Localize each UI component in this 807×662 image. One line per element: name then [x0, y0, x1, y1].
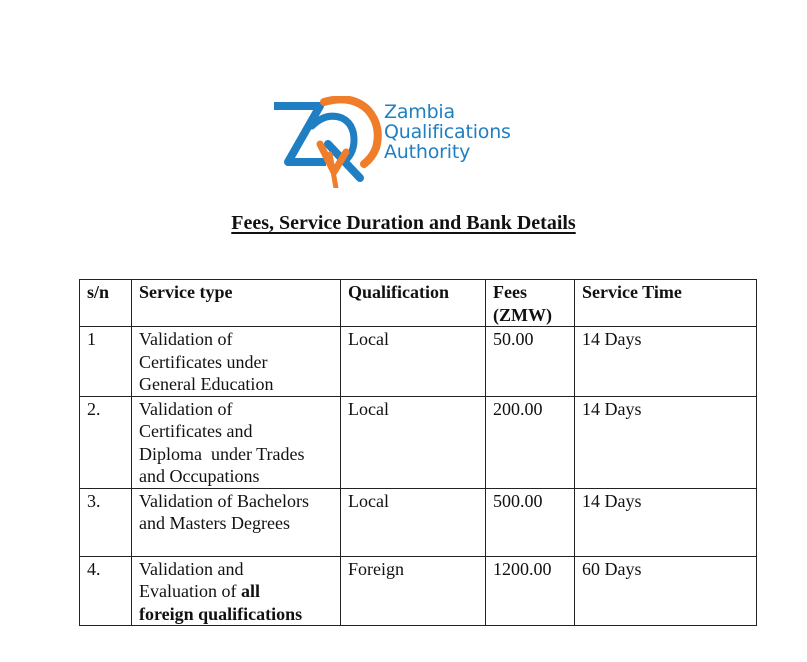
logo-line-3: Authority — [384, 141, 471, 163]
cell-service-type — [132, 327, 341, 397]
cell-fees: 500.00 — [486, 488, 575, 556]
service-line-bold: foreign qualifications — [139, 603, 303, 624]
cell-fees: 50.00 — [486, 327, 575, 397]
header-qualification: Qualification — [341, 280, 486, 327]
cell-sn: 3. — [80, 488, 132, 556]
cell-service-time: 14 Days — [575, 327, 757, 397]
header-fees-line-1: Fees — [493, 282, 527, 302]
header-service-type: Service type — [132, 280, 341, 327]
cell-service-time: 14 Days — [575, 396, 757, 488]
service-line: Validation of — [139, 329, 233, 349]
logo-line-2: Qualifications — [384, 121, 511, 143]
zaqa-logo — [268, 96, 528, 188]
cell-qualification: Local — [341, 327, 486, 397]
service-line: General Education — [139, 374, 274, 394]
table-row — [80, 488, 757, 556]
service-line: and Masters Degrees — [139, 513, 290, 533]
document-title: Fees, Service Duration and Bank Details — [231, 212, 576, 234]
table-row — [80, 396, 757, 488]
header-fees — [486, 280, 575, 327]
service-line: Validation of Bachelors — [139, 490, 309, 511]
cell-qualification: Foreign — [341, 556, 486, 626]
cell-qualification: Local — [341, 488, 486, 556]
cell-service-type — [132, 556, 341, 626]
header-sn: s/n — [80, 280, 132, 327]
header-fees-line-2: (ZMW) — [493, 304, 552, 325]
table-header-row — [80, 280, 757, 327]
logo-line-1: Zambia — [384, 101, 455, 123]
cell-service-type — [132, 396, 341, 488]
fees-table — [79, 279, 757, 626]
cell-service-time: 60 Days — [575, 556, 757, 626]
table-row — [80, 327, 757, 397]
service-line: Certificates and — [139, 421, 253, 441]
zaqa-logo-mark-icon — [268, 96, 386, 188]
table-row — [80, 556, 757, 626]
cell-sn: 4. — [80, 556, 132, 626]
cell-sn: 2. — [80, 396, 132, 488]
service-line: and Occupations — [139, 466, 260, 486]
cell-fees: 200.00 — [486, 396, 575, 488]
cell-service-time: 14 Days — [575, 488, 757, 556]
cell-service-type — [132, 488, 341, 556]
service-line: Diploma under Trades — [139, 443, 305, 464]
zaqa-logo-wordmark — [384, 102, 511, 162]
cell-fees: 1200.00 — [486, 556, 575, 626]
service-line: Evaluation of — [139, 581, 241, 601]
cell-qualification: Local — [341, 396, 486, 488]
header-service-time: Service Time — [575, 280, 757, 327]
service-line: Validation and — [139, 558, 244, 579]
service-line: Certificates under — [139, 351, 268, 372]
service-line: Validation of — [139, 398, 233, 419]
service-line-bold: all — [240, 581, 260, 601]
cell-sn: 1 — [80, 327, 132, 397]
